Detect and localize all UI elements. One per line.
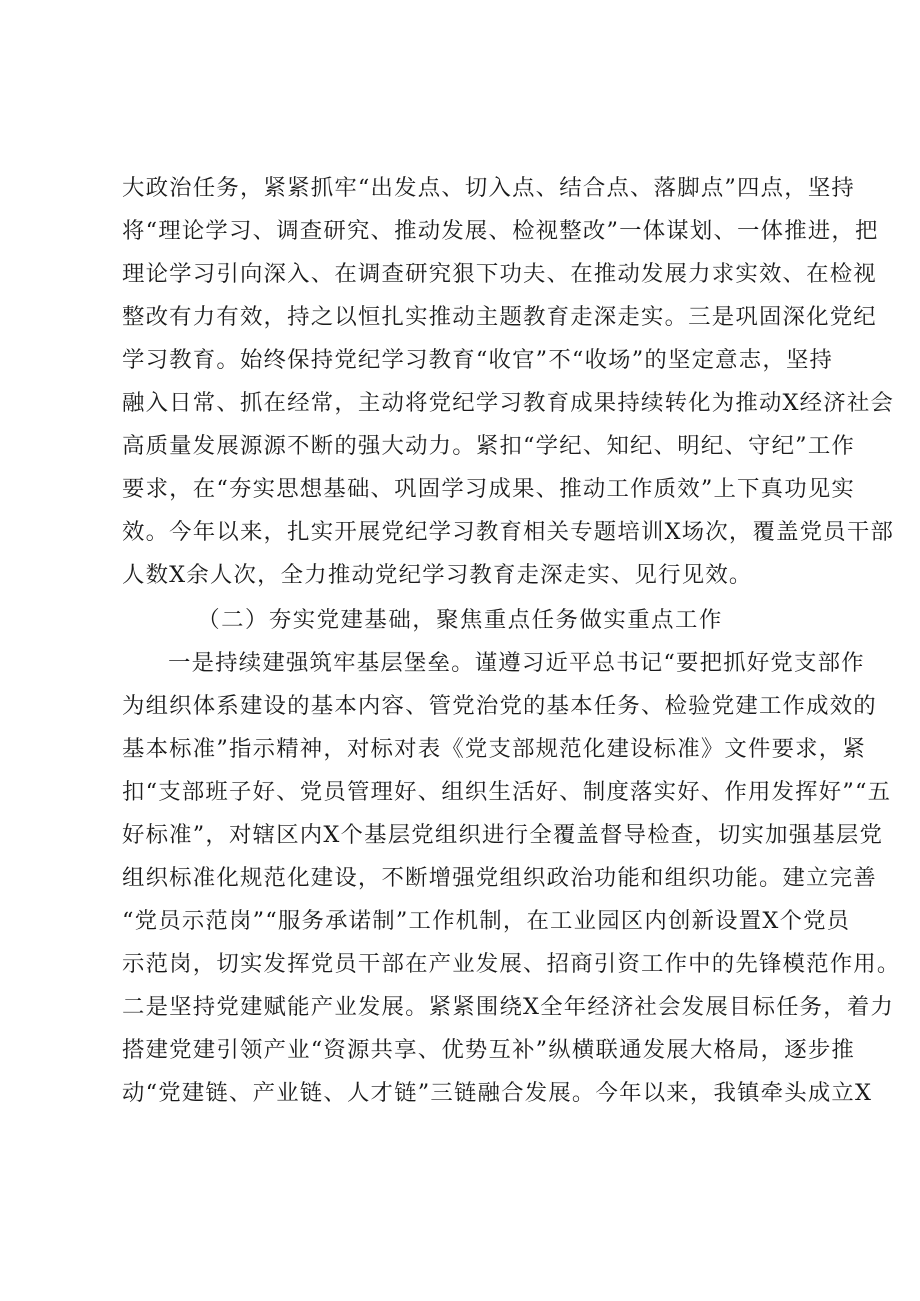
body-text-line: 整改有力有效，持之以恒扎实推动主题教育走深走实。三是巩固深化党纪	[122, 304, 877, 330]
body-text-line: 示范岗，切实发挥党员干部在产业发展、招商引资工作中的先锋模范作用。	[122, 951, 901, 977]
section-heading: （二）夯实党建基础，聚焦重点任务做实重点工作	[197, 607, 723, 633]
body-text-line: 组织标准化规范化建设，不断增强党组织政治功能和组织功能。建立完善	[122, 865, 877, 891]
body-text-line: 融入日常、抓在经常，主动将党纪学习教育成果持续转化为推动X经济社会	[122, 390, 895, 416]
body-text-line: 要求，在“夯实思想基础、巩固学习成果、推动工作质效”上下真功见实	[122, 476, 856, 502]
body-text-line: 人数X余人次，全力推动党纪学习教育走深走实、见行见效。	[122, 562, 753, 588]
paragraph-first-line: 一是持续建强筑牢基层堡垒。谨遵习近平总书记“要把抓好党支部作	[168, 650, 865, 676]
body-text-line: 为组织体系建设的基本内容、管党治党的基本任务、检验党建工作成效的	[122, 693, 877, 719]
body-text-line: 基本标准”指示精神，对标对表《党支部规范化建设标准》文件要求，紧	[122, 736, 866, 762]
body-text-line: 好标准”，对辖区内X个基层党组织进行全覆盖督导检查，切实加强基层党	[122, 822, 884, 848]
body-text-line: 将“理论学习、调查研究、推动发展、检视整改”一体谋划、一体推进，把	[122, 218, 879, 244]
body-text-line: 扣“支部班子好、党员管理好、组织生活好、制度落实好、作用发挥好”“五	[122, 779, 892, 805]
body-text-line: 理论学习引向深入、在调查研究狠下功夫、在推动发展力求实效、在检视	[122, 261, 877, 287]
body-text-line: 二是坚持党建赋能产业发展。紧紧围绕X全年经济社会发展目标任务，着力	[122, 994, 895, 1020]
body-text-line: “党员示范岗”“服务承诺制”工作机制，在工业园区内创新设置X个党员	[122, 908, 851, 934]
body-text-line: 大政治任务，紧紧抓牢“出发点、切入点、结合点、落脚点”四点，坚持	[122, 175, 856, 201]
body-text-line: 学习教育。始终保持党纪学习教育“收官”不“收场”的坚定意志，坚持	[122, 347, 834, 373]
body-text-line: 效。今年以来，扎实开展党纪学习教育相关专题培训X场次，覆盖党员干部	[122, 519, 895, 545]
body-text-line: 搭建党建引领产业“资源共享、优势互补”纵横联通发展大格局，逐步推	[122, 1037, 856, 1063]
body-text-line: 动“党建链、产业链、人才链”三链融合发展。今年以来，我镇牵头成立X	[122, 1080, 873, 1106]
body-text-line: 高质量发展源源不断的强大动力。紧扣“学纪、知纪、明纪、守纪”工作	[122, 433, 856, 459]
